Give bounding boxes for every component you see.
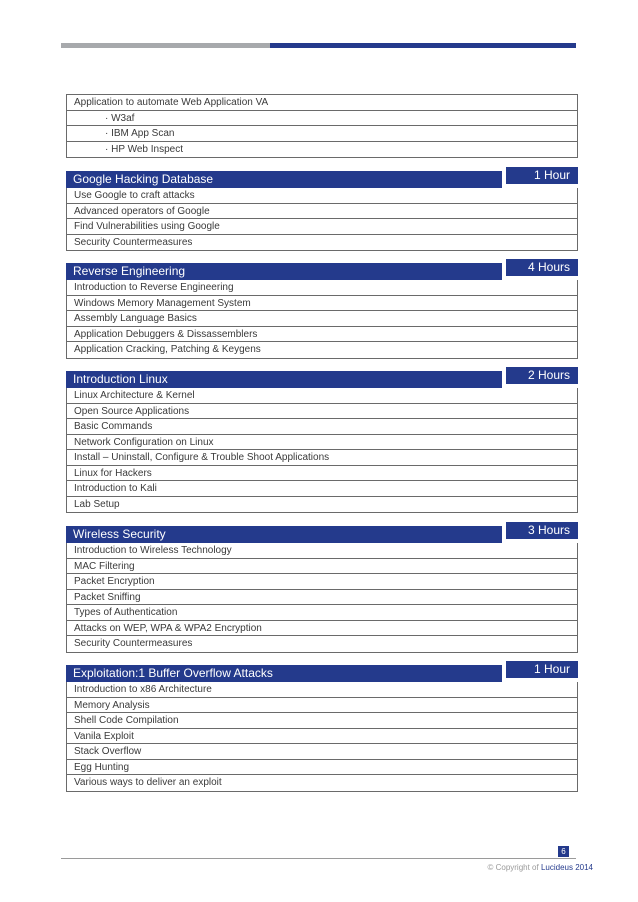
list-item: Assembly Language Basics xyxy=(67,311,577,327)
list-item: Install – Uninstall, Configure & Trouble Shoot Applications xyxy=(67,450,577,466)
section-buffer-overflow xyxy=(66,662,578,792)
list-item: Security Countermeasures xyxy=(74,638,193,649)
list-item: Introduction to Kali xyxy=(67,481,577,497)
copyright xyxy=(487,863,593,872)
list-item: Packet Encryption xyxy=(67,574,577,590)
section-header xyxy=(66,662,578,682)
intro-row: · HP Web Inspect xyxy=(105,143,183,155)
list-item: Basic Commands xyxy=(67,419,577,435)
section-header xyxy=(66,368,578,388)
list-item: Open Source Applications xyxy=(67,404,577,420)
list-item: Attacks on WEP, WPA & WPA2 Encryption xyxy=(67,621,577,637)
section-title: Reverse Engineering xyxy=(66,263,502,280)
list-item: Network Configuration on Linux xyxy=(67,435,577,451)
header-accent-bar xyxy=(61,43,576,48)
section-items xyxy=(66,280,578,359)
header-bar-blue xyxy=(270,43,576,48)
section-items xyxy=(66,388,578,513)
section-title: Wireless Security xyxy=(66,526,502,543)
section-items xyxy=(66,188,578,251)
section-introduction-linux xyxy=(66,368,578,513)
list-item: Various ways to deliver an exploit xyxy=(74,777,222,788)
section-header xyxy=(66,168,578,188)
intro-row: · IBM App Scan xyxy=(67,126,577,142)
section-duration: 1 Hour xyxy=(506,167,578,184)
section-header xyxy=(66,523,578,543)
footer-divider xyxy=(61,858,576,859)
copyright-brand: Lucideus 2014 xyxy=(540,863,593,872)
section-wireless-security xyxy=(66,523,578,653)
list-item: Windows Memory Management System xyxy=(67,296,577,312)
list-item: Advanced operators of Google xyxy=(67,204,577,220)
list-item: Use Google to craft attacks xyxy=(67,188,577,204)
section-duration: 2 Hours xyxy=(506,367,578,384)
copyright-prefix: © Copyright of xyxy=(487,863,539,872)
section-duration: 3 Hours xyxy=(506,522,578,539)
section-title: Google Hacking Database xyxy=(66,171,502,188)
list-item: Vanila Exploit xyxy=(67,729,577,745)
list-item: MAC Filtering xyxy=(67,559,577,575)
list-item: Packet Sniffing xyxy=(67,590,577,606)
list-item: Memory Analysis xyxy=(67,698,577,714)
header-bar-gray xyxy=(61,43,270,48)
intro-row: · W3af xyxy=(67,111,577,127)
list-item: Types of Authentication xyxy=(67,605,577,621)
list-item: Egg Hunting xyxy=(67,760,577,776)
page-number: 6 xyxy=(558,846,569,857)
list-item: Linux for Hackers xyxy=(67,466,577,482)
section-title: Exploitation:1 Buffer Overflow Attacks xyxy=(66,665,502,682)
section-items xyxy=(66,543,578,653)
section-title: Introduction Linux xyxy=(66,371,502,388)
section-reverse-engineering xyxy=(66,260,578,359)
list-item: Introduction to Wireless Technology xyxy=(67,543,577,559)
intro-row: Application to automate Web Application VA xyxy=(67,95,577,111)
list-item: Security Countermeasures xyxy=(74,236,193,248)
list-item: Linux Architecture & Kernel xyxy=(67,388,577,404)
section-duration: 1 Hour xyxy=(506,661,578,678)
list-item: Introduction to x86 Architecture xyxy=(67,682,577,698)
list-item: Application Cracking, Patching & Keygens xyxy=(74,344,261,355)
section-duration: 4 Hours xyxy=(506,259,578,276)
list-item: Application Debuggers & Dissassemblers xyxy=(67,327,577,343)
section-header xyxy=(66,260,578,280)
section-google-hacking xyxy=(66,168,578,251)
section-items xyxy=(66,682,578,792)
list-item: Introduction to Reverse Engineering xyxy=(67,280,577,296)
list-item: Stack Overflow xyxy=(67,744,577,760)
list-item: Lab Setup xyxy=(74,498,120,510)
list-item: Shell Code Compilation xyxy=(67,713,577,729)
intro-table xyxy=(66,94,578,158)
list-item: Find Vulnerabilities using Google xyxy=(67,219,577,235)
